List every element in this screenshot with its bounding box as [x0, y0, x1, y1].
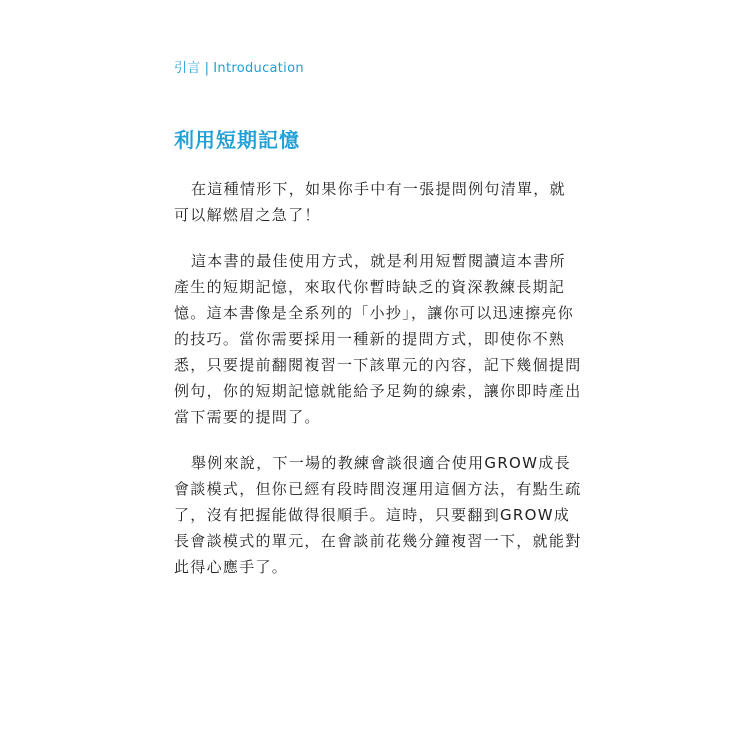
running-header [174, 57, 304, 76]
paragraph-line: 當下需要的提問了。 [174, 408, 321, 426]
header-separator: | [204, 61, 210, 76]
paragraph-line: 的技巧。當你需要採用一種新的提問方式，即使你不熟 [174, 330, 566, 348]
paragraph-line: 這本書的最佳使用方式，就是利用短暫閱讀這本書所 [191, 252, 566, 270]
paragraph-line: 憶。這本書像是全系列的「小抄」，讓你可以迅速擦亮你 [174, 304, 575, 322]
paragraph-line: 此得心應手了。 [174, 558, 289, 576]
paragraph-line: 長會談模式的單元，在會談前花幾分鐘複習一下，就能對 [174, 532, 582, 550]
section-title: 利用短期記憶 [174, 128, 300, 152]
paragraph-line: 例句，你的短期記憶就能給予足夠的線索，讓你即時產出 [174, 382, 582, 400]
paragraph-3 [174, 450, 582, 580]
paragraph-1 [174, 176, 566, 228]
paragraph-line: 舉例來說，下一場的教練會談很適合使用GROW成長 [191, 454, 571, 472]
paragraph-line: 可以解燃眉之急了！ [174, 206, 321, 224]
paragraph-line: 在這種情形下，如果你手中有一張提問例句清單，就 [191, 180, 566, 198]
section-label-chinese: 引言 [174, 61, 201, 76]
paragraph-line: 產生的短期記憶，來取代你暫時缺乏的資深教練長期記 [174, 278, 566, 296]
paragraph-2 [174, 248, 582, 430]
paragraph-line: 會談模式，但你已經有段時間沒運用這個方法，有點生疏 [174, 480, 582, 498]
section-label-english: Introducation [213, 61, 304, 76]
body-text [174, 176, 582, 600]
paragraph-line: 悉，只要提前翻閱複習一下該單元的內容，記下幾個提問 [174, 356, 582, 374]
paragraph-line: 了，沒有把握能做得很順手。這時，只要翻到GROW成 [174, 506, 571, 524]
